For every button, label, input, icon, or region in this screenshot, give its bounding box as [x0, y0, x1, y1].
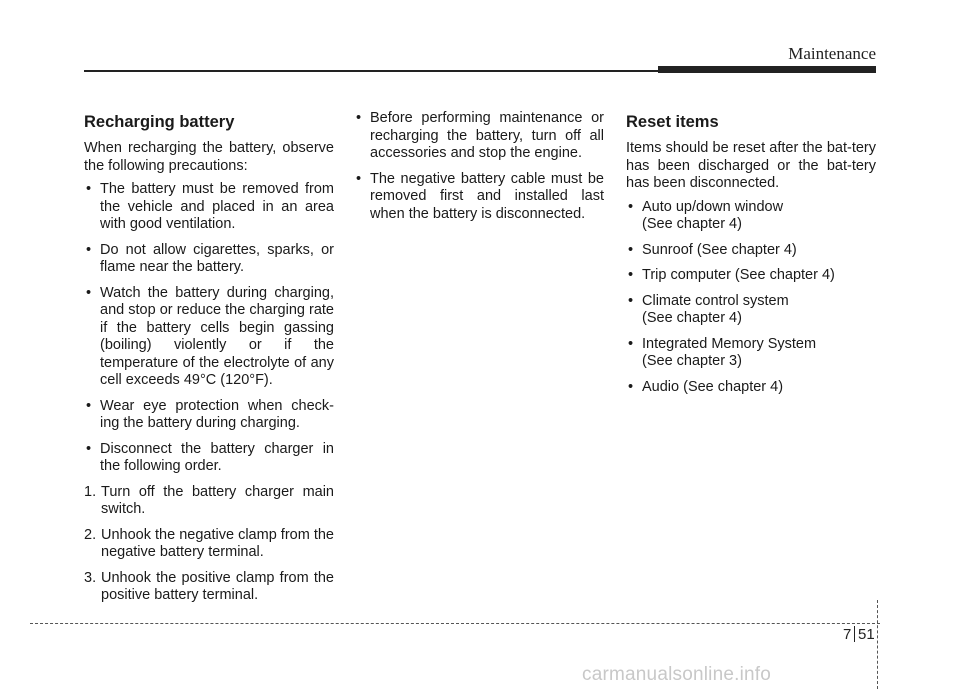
- bullet-icon: •: [628, 378, 634, 395]
- list-item: • The negative battery cable must be removed first and installed last when the battery is disconnected.: [356, 170, 604, 222]
- bullet-icon: •: [86, 241, 92, 258]
- header-rule: [84, 70, 660, 72]
- bullet-icon: •: [628, 292, 634, 309]
- reset-heading: Reset items: [626, 113, 719, 131]
- page-number: 51: [858, 626, 875, 643]
- footer-rule: [30, 623, 880, 624]
- footer-crop-mark: [877, 600, 878, 689]
- bullet-icon: •: [356, 110, 362, 126]
- bullet-icon: •: [86, 181, 92, 197]
- bullet-icon: •: [86, 397, 92, 414]
- list-item: • Disconnect the battery charger in the following order.: [86, 440, 334, 474]
- bullet-icon: •: [628, 198, 634, 215]
- page-number-divider: [854, 626, 855, 642]
- column-reset-items: [626, 108, 876, 404]
- step-item: 2. Unhook the negative clamp from the negative battery terminal.: [84, 526, 334, 560]
- chapter-number: 7: [843, 626, 852, 643]
- precautions-list: [84, 181, 334, 476]
- list-item: • Sunroof (See chapter 4): [628, 241, 797, 258]
- list-item: • Wear eye protection when check-ing the battery during charging.: [86, 397, 334, 431]
- precautions-list-continued: [354, 110, 604, 223]
- reset-intro: Items should be reset after the bat-tery has been discharged or the bat-tery has been disconnected.: [626, 140, 876, 191]
- recharging-intro: When recharging the battery, observe the following precautions:: [84, 140, 334, 174]
- list-item: • Do not allow cigarettes, sparks, or flame near the battery.: [86, 241, 334, 275]
- watermark: carmanualsonline.info: [582, 664, 772, 685]
- bullet-icon: •: [86, 440, 92, 457]
- list-item: • Auto up/down window (See chapter 4): [628, 198, 784, 232]
- bullet-icon: •: [628, 241, 634, 258]
- step-item: 3. Unhook the positive clamp from the positive battery terminal.: [84, 569, 334, 603]
- bullet-icon: •: [86, 284, 92, 301]
- column-recharging-continued: [354, 110, 604, 231]
- list-item: • Climate control system (See chapter 4): [628, 292, 789, 326]
- step-item: 1. Turn off the battery charger main switch.: [84, 483, 334, 517]
- list-item: • Trip computer (See chapter 4): [628, 267, 835, 283]
- list-item: • Integrated Memory System (See chapter 3): [628, 335, 817, 369]
- reset-items-list: [626, 199, 876, 397]
- list-item: • The battery must be removed from the vehicle and placed in an area with good ventilation.: [86, 181, 334, 232]
- section-title: Maintenance: [788, 44, 876, 63]
- list-item: • Before performing maintenance or recharging the battery, turn off all accessories and stop the engine.: [356, 110, 604, 161]
- bullet-icon: •: [356, 170, 362, 187]
- list-item: • Watch the battery during charging, and stop or reduce the charging rate if the battery cells begin gassing (boiling) violently or if the temperature of the electrolyte of any cell exceeds 49°C (120°F).: [86, 284, 334, 388]
- disconnect-steps: [84, 484, 334, 605]
- column-recharging: [84, 108, 334, 613]
- list-item: • Audio (See chapter 4): [628, 378, 784, 395]
- bullet-icon: •: [628, 335, 634, 352]
- recharging-heading: Recharging battery: [84, 113, 235, 131]
- bullet-icon: •: [628, 267, 634, 283]
- header-rule-accent: [658, 66, 876, 73]
